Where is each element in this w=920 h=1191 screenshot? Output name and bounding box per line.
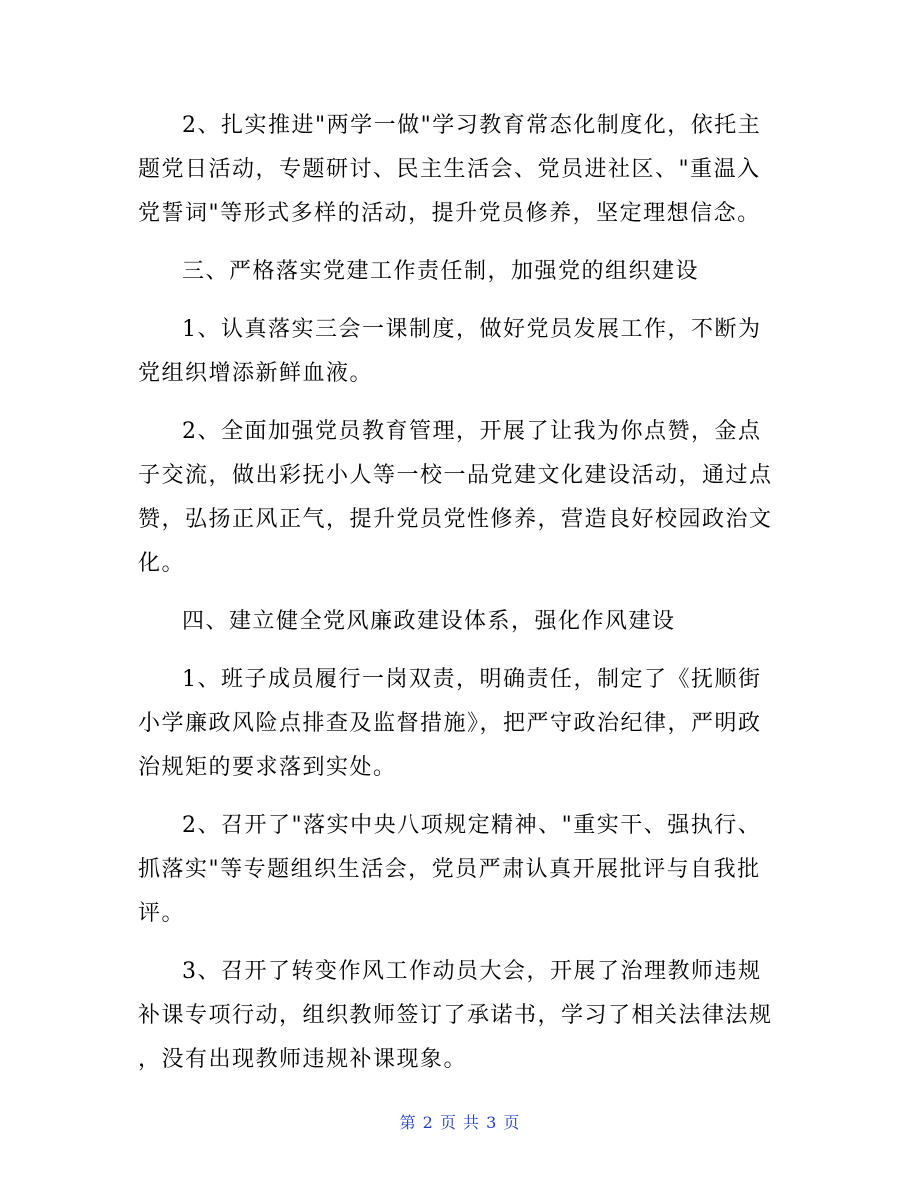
paragraph-line: 抓落实"等专题组织生活会，党员严肃认真开展批评与自我批 — [138, 857, 761, 882]
heading-line: 三、严格落实党建工作责任制，加强党的组织建设 — [182, 259, 700, 284]
paragraph-line: 治规矩的要求落到实处。 — [138, 755, 397, 780]
paragraph-line: 2、扎实推进"两学一做"学习教育常态化制度化，依托主 — [182, 113, 762, 138]
paragraph — [138, 804, 788, 936]
paragraph-line: 子交流，做出彩抚小人等一校一品党建文化建设活动，通过点 — [138, 463, 773, 488]
heading-line: 四、建立健全党风廉政建设体系，强化作风建设 — [182, 609, 676, 634]
paragraph-line: 化。 — [138, 551, 186, 576]
paragraph — [138, 104, 788, 236]
page-number-footer: 第 2 页 共 3 页 — [399, 1113, 521, 1132]
paragraph-line: 1、认真落实三会一课制度，做好党员发展工作，不断为 — [182, 317, 762, 342]
document-body — [138, 104, 788, 1082]
paragraph — [138, 308, 788, 396]
paragraph — [138, 658, 788, 790]
paragraph-line: 赞，弘扬正风正气，提升党员党性修养，营造良好校园政治文 — [138, 507, 773, 532]
paragraph-line: 党组织增添新鲜血液。 — [138, 361, 374, 386]
paragraph-line: 评。 — [138, 901, 186, 926]
paragraph-line: 2、全面加强党员教育管理，开展了让我为你点赞，金点 — [182, 419, 762, 444]
paragraph-line: 题党日活动，专题研讨、民主生活会、党员进社区、"重温入 — [138, 157, 761, 182]
paragraph — [138, 410, 788, 586]
paragraph-line: 2、召开了"落实中央八项规定精神、"重实干、强执行、 — [182, 813, 762, 838]
paragraph-line: ，没有出现教师违规补课现象。 — [138, 1047, 468, 1072]
section-heading — [138, 600, 788, 644]
paragraph-line: 小学廉政风险点排查及监督措施》，把严守政治纪律，严明政 — [138, 711, 762, 736]
paragraph-line: 补课专项行动，组织教师签订了承诺书，学习了相关法律法规 — [138, 1003, 773, 1028]
paragraph-line: 3、召开了转变作风工作动员大会，开展了治理教师违规 — [182, 959, 762, 984]
paragraph-line: 1、班子成员履行一岗双责，明确责任，制定了《抚顺街 — [182, 667, 762, 692]
paragraph — [138, 950, 788, 1082]
paragraph-line: 党誓词"等形式多样的活动，提升党员修养，坚定理想信念。 — [138, 201, 761, 226]
section-heading — [138, 250, 788, 294]
